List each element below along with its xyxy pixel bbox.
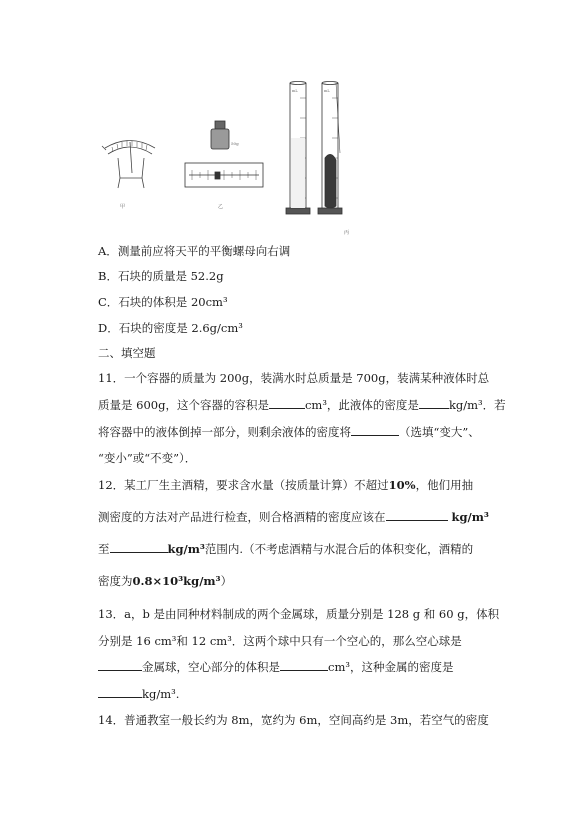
option-d: D．石块的密度是 2.6g/cm³ — [98, 321, 243, 335]
q13-line-4: kg/m³. — [98, 686, 179, 701]
q11-line-2: 质量是 600g，这个容器的容积是 cm³，此液体的密度是 kg/m³．若 — [98, 398, 506, 412]
cylinder-2-drawing — [318, 82, 342, 215]
cylinder-1-unit: mL — [292, 89, 298, 93]
ruler-drawing — [185, 163, 263, 187]
q12-line-2: 测密度的方法对产品进行检查，则合格酒精的密度应该在 kg/m³ — [98, 510, 489, 524]
q11-line-4: “变小”或“不变”）． — [98, 451, 197, 465]
q13-density-blank[interactable] — [98, 686, 142, 698]
experiment-figure — [90, 78, 360, 238]
q12-line-4: 密度为0.8×10³kg/m³） — [98, 574, 233, 588]
q11-line-1: 11．一个容器的质量为 200g，装满水时总质量是 700g，装满某种液体时总 — [98, 371, 490, 385]
option-a: A．测量前应将天平的平衡螺母向右调 — [98, 244, 291, 258]
weight-drawing — [211, 121, 229, 149]
q12-lower-blank[interactable] — [386, 509, 448, 521]
balance-dial-drawing — [102, 141, 155, 189]
q13-line-1: 13．a，b 是由同种材料制成的两个金属球，质量分别是 128 g 和 60 g，体积 — [98, 607, 500, 621]
q11-change-blank[interactable] — [351, 424, 399, 436]
option-b: B．石块的质量是 52.2g — [98, 269, 224, 283]
q13-line-2: 分别是 16 cm³和 12 cm³．这两个球中只有一个空心的，那么空心球是 — [98, 634, 462, 648]
q13-line-3: 金属球，空心部分的体积是 cm³，这种金属的密度是 — [98, 659, 453, 675]
section-title: 二、填空题 — [98, 346, 156, 360]
cylinder-1-drawing — [286, 82, 310, 215]
q13-hollow-ball-blank[interactable] — [98, 659, 142, 671]
q14-line-1: 14．普通教室一般长约为 8m，宽约为 6m，空间高约是 3m，若空气的密度 — [98, 713, 489, 727]
figure-label-bing: 丙 — [344, 230, 350, 236]
q11-line-3: 将容器中的液体倒掉一部分，则剩余液体的密度将 （选填“变大”、 — [98, 425, 480, 439]
figure-label-yi: 乙 — [218, 204, 224, 210]
cylinder-2-unit: mL — [324, 89, 330, 93]
q11-volume-blank[interactable] — [269, 397, 305, 409]
q12-upper-blank[interactable] — [110, 541, 168, 553]
q12-line-1: 12．某工厂生主酒精，要求含水量（按质量计算）不超过10%，他们用抽 — [98, 478, 474, 492]
weight-label: 50g — [231, 141, 239, 146]
option-c: C．石块的体积是 20cm³ — [98, 295, 228, 309]
figure-label-jia: 甲 — [120, 204, 126, 210]
q12-line-3: 至 kg/m³范围内.（不考虑酒精与水混合后的体积变化，酒精的 — [98, 542, 474, 556]
q11-density-blank[interactable] — [419, 397, 449, 409]
q13-hollow-volume-blank[interactable] — [280, 659, 328, 671]
